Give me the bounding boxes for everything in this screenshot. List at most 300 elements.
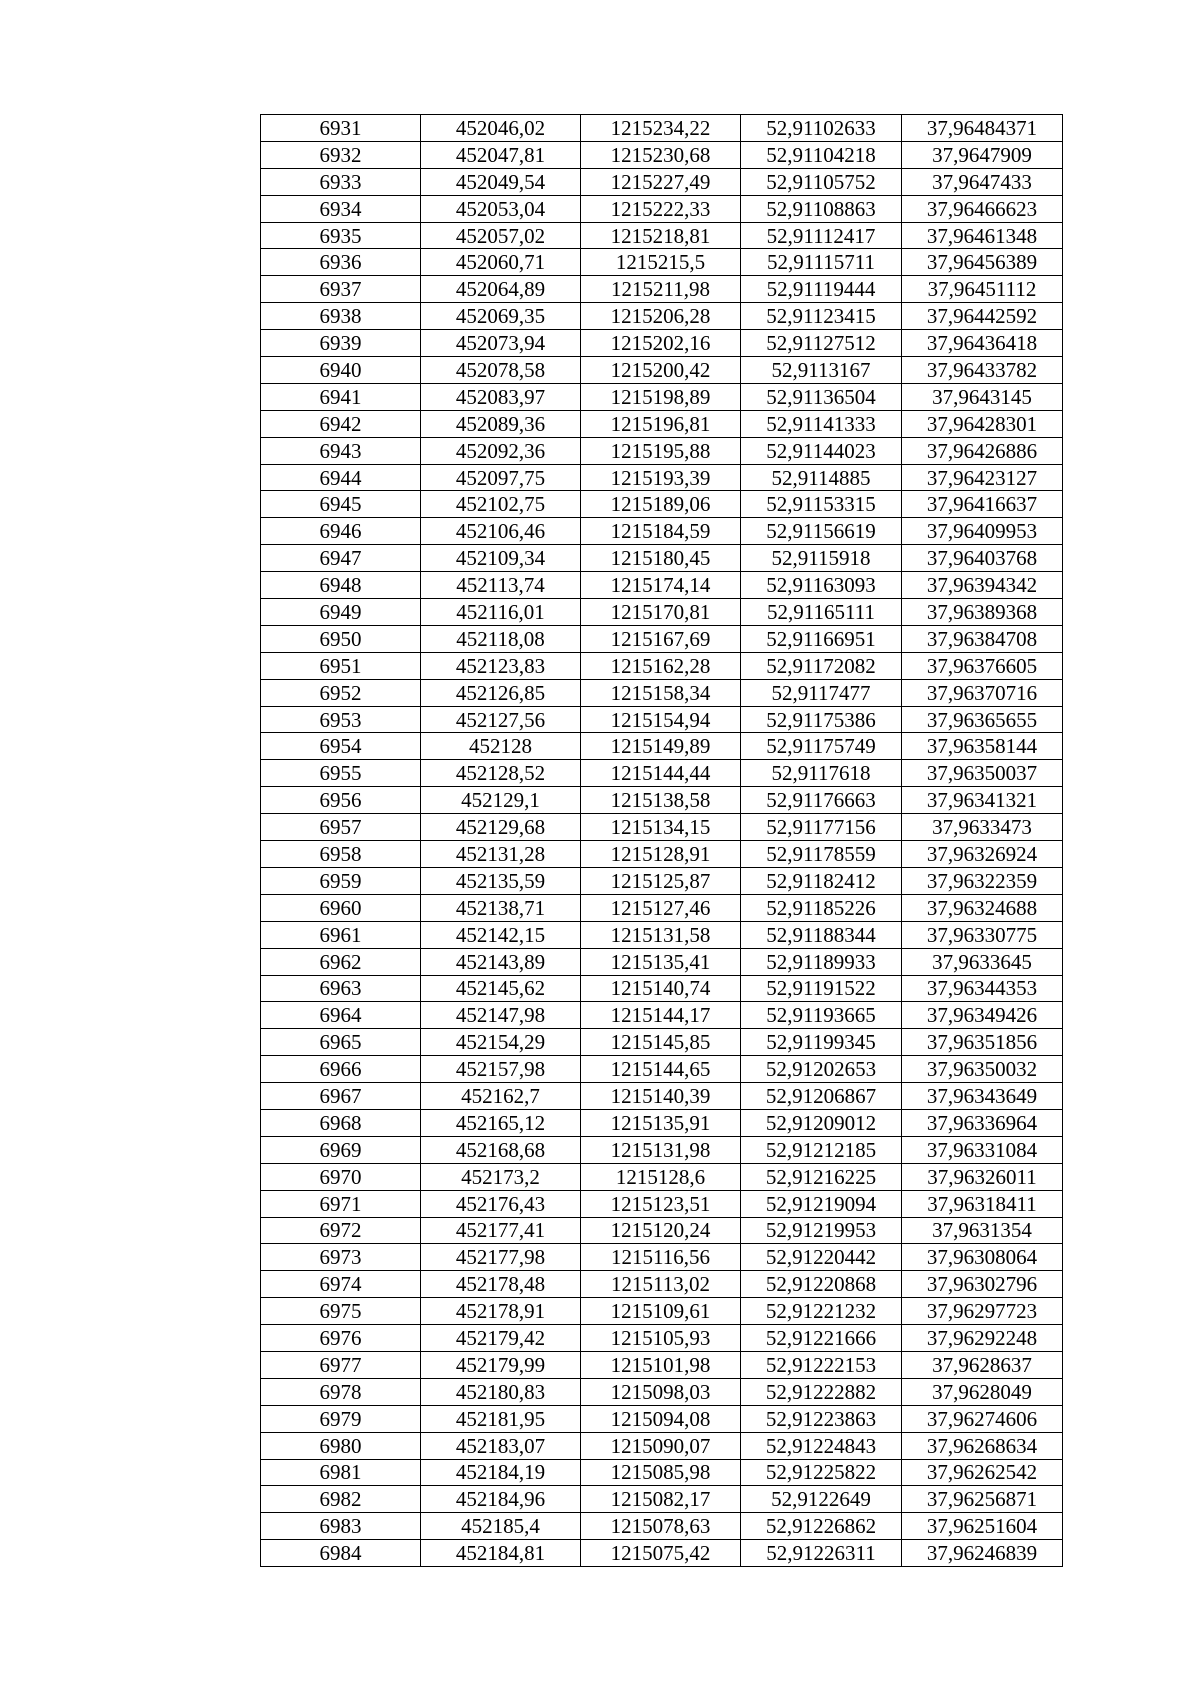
x-coordinate-cell: 452047,81 xyxy=(421,141,581,168)
point-number-cell: 6952 xyxy=(261,679,421,706)
longitude-cell: 37,96336964 xyxy=(902,1109,1063,1136)
x-coordinate-cell: 452185,4 xyxy=(421,1513,581,1540)
x-coordinate-cell: 452046,02 xyxy=(421,115,581,142)
x-coordinate-cell: 452173,2 xyxy=(421,1163,581,1190)
x-coordinate-cell: 452162,7 xyxy=(421,1083,581,1110)
x-coordinate-cell: 452116,01 xyxy=(421,599,581,626)
x-coordinate-cell: 452060,71 xyxy=(421,249,581,276)
point-number-cell: 6970 xyxy=(261,1163,421,1190)
latitude-cell: 52,91199345 xyxy=(741,1029,902,1056)
table-row xyxy=(261,168,1063,195)
point-number-cell: 6951 xyxy=(261,652,421,679)
x-coordinate-cell: 452138,71 xyxy=(421,894,581,921)
y-coordinate-cell: 1215113,02 xyxy=(581,1271,741,1298)
y-coordinate-cell: 1215189,06 xyxy=(581,491,741,518)
y-coordinate-cell: 1215145,85 xyxy=(581,1029,741,1056)
point-number-cell: 6981 xyxy=(261,1459,421,1486)
point-number-cell: 6931 xyxy=(261,115,421,142)
x-coordinate-cell: 452089,36 xyxy=(421,410,581,437)
latitude-cell: 52,91112417 xyxy=(741,222,902,249)
point-number-cell: 6974 xyxy=(261,1271,421,1298)
x-coordinate-cell: 452154,29 xyxy=(421,1029,581,1056)
table-row xyxy=(261,276,1063,303)
latitude-cell: 52,91225822 xyxy=(741,1459,902,1486)
longitude-cell: 37,96308064 xyxy=(902,1244,1063,1271)
y-coordinate-cell: 1215174,14 xyxy=(581,572,741,599)
table-row xyxy=(261,841,1063,868)
x-coordinate-cell: 452135,59 xyxy=(421,867,581,894)
y-coordinate-cell: 1215085,98 xyxy=(581,1459,741,1486)
longitude-cell: 37,96274606 xyxy=(902,1405,1063,1432)
table-row xyxy=(261,1486,1063,1513)
longitude-cell: 37,96358144 xyxy=(902,733,1063,760)
latitude-cell: 52,91141333 xyxy=(741,410,902,437)
x-coordinate-cell: 452078,58 xyxy=(421,357,581,384)
point-number-cell: 6966 xyxy=(261,1056,421,1083)
y-coordinate-cell: 1215075,42 xyxy=(581,1540,741,1567)
x-coordinate-cell: 452129,1 xyxy=(421,787,581,814)
point-number-cell: 6982 xyxy=(261,1486,421,1513)
table-row xyxy=(261,814,1063,841)
coordinates-table-body xyxy=(261,115,1063,1567)
point-number-cell: 6932 xyxy=(261,141,421,168)
longitude-cell: 37,96318411 xyxy=(902,1190,1063,1217)
x-coordinate-cell: 452184,81 xyxy=(421,1540,581,1567)
x-coordinate-cell: 452128,52 xyxy=(421,760,581,787)
y-coordinate-cell: 1215128,6 xyxy=(581,1163,741,1190)
x-coordinate-cell: 452069,35 xyxy=(421,303,581,330)
table-row xyxy=(261,383,1063,410)
table-row xyxy=(261,1378,1063,1405)
point-number-cell: 6963 xyxy=(261,975,421,1002)
x-coordinate-cell: 452178,48 xyxy=(421,1271,581,1298)
table-row xyxy=(261,1405,1063,1432)
table-row xyxy=(261,867,1063,894)
table-row xyxy=(261,760,1063,787)
point-number-cell: 6977 xyxy=(261,1351,421,1378)
point-number-cell: 6933 xyxy=(261,168,421,195)
longitude-cell: 37,96403768 xyxy=(902,545,1063,572)
x-coordinate-cell: 452180,83 xyxy=(421,1378,581,1405)
latitude-cell: 52,91175749 xyxy=(741,733,902,760)
longitude-cell: 37,96423127 xyxy=(902,464,1063,491)
table-row xyxy=(261,1029,1063,1056)
latitude-cell: 52,91193665 xyxy=(741,1002,902,1029)
table-row xyxy=(261,572,1063,599)
longitude-cell: 37,96451112 xyxy=(902,276,1063,303)
y-coordinate-cell: 1215202,16 xyxy=(581,330,741,357)
point-number-cell: 6938 xyxy=(261,303,421,330)
point-number-cell: 6959 xyxy=(261,867,421,894)
table-row xyxy=(261,1432,1063,1459)
longitude-cell: 37,96351856 xyxy=(902,1029,1063,1056)
y-coordinate-cell: 1215167,69 xyxy=(581,625,741,652)
longitude-cell: 37,9647433 xyxy=(902,168,1063,195)
latitude-cell: 52,91127512 xyxy=(741,330,902,357)
table-row xyxy=(261,491,1063,518)
y-coordinate-cell: 1215116,56 xyxy=(581,1244,741,1271)
table-row xyxy=(261,1056,1063,1083)
longitude-cell: 37,96297723 xyxy=(902,1298,1063,1325)
x-coordinate-cell: 452106,46 xyxy=(421,518,581,545)
x-coordinate-cell: 452123,83 xyxy=(421,652,581,679)
longitude-cell: 37,96344353 xyxy=(902,975,1063,1002)
latitude-cell: 52,91224843 xyxy=(741,1432,902,1459)
y-coordinate-cell: 1215215,5 xyxy=(581,249,741,276)
latitude-cell: 52,9114885 xyxy=(741,464,902,491)
point-number-cell: 6964 xyxy=(261,1002,421,1029)
y-coordinate-cell: 1215227,49 xyxy=(581,168,741,195)
y-coordinate-cell: 1215200,42 xyxy=(581,357,741,384)
table-row xyxy=(261,141,1063,168)
y-coordinate-cell: 1215078,63 xyxy=(581,1513,741,1540)
latitude-cell: 52,91220442 xyxy=(741,1244,902,1271)
y-coordinate-cell: 1215125,87 xyxy=(581,867,741,894)
x-coordinate-cell: 452057,02 xyxy=(421,222,581,249)
longitude-cell: 37,96436418 xyxy=(902,330,1063,357)
latitude-cell: 52,91172082 xyxy=(741,652,902,679)
longitude-cell: 37,96428301 xyxy=(902,410,1063,437)
y-coordinate-cell: 1215158,34 xyxy=(581,679,741,706)
table-row xyxy=(261,195,1063,222)
point-number-cell: 6978 xyxy=(261,1378,421,1405)
longitude-cell: 37,96433782 xyxy=(902,357,1063,384)
y-coordinate-cell: 1215140,39 xyxy=(581,1083,741,1110)
latitude-cell: 52,91144023 xyxy=(741,437,902,464)
longitude-cell: 37,96376605 xyxy=(902,652,1063,679)
y-coordinate-cell: 1215105,93 xyxy=(581,1325,741,1352)
point-number-cell: 6971 xyxy=(261,1190,421,1217)
table-row xyxy=(261,410,1063,437)
point-number-cell: 6958 xyxy=(261,841,421,868)
y-coordinate-cell: 1215218,81 xyxy=(581,222,741,249)
latitude-cell: 52,91163093 xyxy=(741,572,902,599)
latitude-cell: 52,91165111 xyxy=(741,599,902,626)
longitude-cell: 37,96426886 xyxy=(902,437,1063,464)
x-coordinate-cell: 452092,36 xyxy=(421,437,581,464)
latitude-cell: 52,91212185 xyxy=(741,1136,902,1163)
x-coordinate-cell: 452183,07 xyxy=(421,1432,581,1459)
point-number-cell: 6944 xyxy=(261,464,421,491)
table-row xyxy=(261,1002,1063,1029)
y-coordinate-cell: 1215098,03 xyxy=(581,1378,741,1405)
longitude-cell: 37,96370716 xyxy=(902,679,1063,706)
table-row xyxy=(261,222,1063,249)
latitude-cell: 52,91156619 xyxy=(741,518,902,545)
table-row xyxy=(261,1083,1063,1110)
longitude-cell: 37,96341321 xyxy=(902,787,1063,814)
table-row xyxy=(261,1163,1063,1190)
y-coordinate-cell: 1215082,17 xyxy=(581,1486,741,1513)
table-row xyxy=(261,545,1063,572)
point-number-cell: 6983 xyxy=(261,1513,421,1540)
latitude-cell: 52,91108863 xyxy=(741,195,902,222)
y-coordinate-cell: 1215211,98 xyxy=(581,276,741,303)
latitude-cell: 52,91209012 xyxy=(741,1109,902,1136)
y-coordinate-cell: 1215123,51 xyxy=(581,1190,741,1217)
point-number-cell: 6973 xyxy=(261,1244,421,1271)
longitude-cell: 37,96326924 xyxy=(902,841,1063,868)
longitude-cell: 37,96246839 xyxy=(902,1540,1063,1567)
point-number-cell: 6939 xyxy=(261,330,421,357)
latitude-cell: 52,91115711 xyxy=(741,249,902,276)
longitude-cell: 37,96262542 xyxy=(902,1459,1063,1486)
latitude-cell: 52,9122649 xyxy=(741,1486,902,1513)
longitude-cell: 37,96326011 xyxy=(902,1163,1063,1190)
point-number-cell: 6934 xyxy=(261,195,421,222)
longitude-cell: 37,9631354 xyxy=(902,1217,1063,1244)
point-number-cell: 6954 xyxy=(261,733,421,760)
table-row xyxy=(261,1351,1063,1378)
y-coordinate-cell: 1215138,58 xyxy=(581,787,741,814)
table-row xyxy=(261,330,1063,357)
table-row xyxy=(261,1513,1063,1540)
table-row xyxy=(261,1136,1063,1163)
latitude-cell: 52,91104218 xyxy=(741,141,902,168)
y-coordinate-cell: 1215131,98 xyxy=(581,1136,741,1163)
y-coordinate-cell: 1215135,91 xyxy=(581,1109,741,1136)
x-coordinate-cell: 452145,62 xyxy=(421,975,581,1002)
x-coordinate-cell: 452118,08 xyxy=(421,625,581,652)
y-coordinate-cell: 1215144,17 xyxy=(581,1002,741,1029)
x-coordinate-cell: 452177,41 xyxy=(421,1217,581,1244)
latitude-cell: 52,91223863 xyxy=(741,1405,902,1432)
point-number-cell: 6962 xyxy=(261,948,421,975)
latitude-cell: 52,91119444 xyxy=(741,276,902,303)
latitude-cell: 52,91136504 xyxy=(741,383,902,410)
table-row xyxy=(261,464,1063,491)
x-coordinate-cell: 452053,04 xyxy=(421,195,581,222)
y-coordinate-cell: 1215170,81 xyxy=(581,599,741,626)
point-number-cell: 6940 xyxy=(261,357,421,384)
latitude-cell: 52,9113167 xyxy=(741,357,902,384)
x-coordinate-cell: 452109,34 xyxy=(421,545,581,572)
table-row xyxy=(261,894,1063,921)
longitude-cell: 37,96466623 xyxy=(902,195,1063,222)
longitude-cell: 37,96324688 xyxy=(902,894,1063,921)
y-coordinate-cell: 1215140,74 xyxy=(581,975,741,1002)
point-number-cell: 6972 xyxy=(261,1217,421,1244)
y-coordinate-cell: 1215149,89 xyxy=(581,733,741,760)
y-coordinate-cell: 1215180,45 xyxy=(581,545,741,572)
x-coordinate-cell: 452157,98 xyxy=(421,1056,581,1083)
y-coordinate-cell: 1215162,28 xyxy=(581,652,741,679)
point-number-cell: 6965 xyxy=(261,1029,421,1056)
point-number-cell: 6937 xyxy=(261,276,421,303)
table-row xyxy=(261,115,1063,142)
table-row xyxy=(261,599,1063,626)
latitude-cell: 52,91219094 xyxy=(741,1190,902,1217)
y-coordinate-cell: 1215094,08 xyxy=(581,1405,741,1432)
y-coordinate-cell: 1215154,94 xyxy=(581,706,741,733)
table-row xyxy=(261,1244,1063,1271)
table-row xyxy=(261,1459,1063,1486)
x-coordinate-cell: 452181,95 xyxy=(421,1405,581,1432)
point-number-cell: 6960 xyxy=(261,894,421,921)
x-coordinate-cell: 452073,94 xyxy=(421,330,581,357)
table-row xyxy=(261,303,1063,330)
y-coordinate-cell: 1215134,15 xyxy=(581,814,741,841)
latitude-cell: 52,91220868 xyxy=(741,1271,902,1298)
latitude-cell: 52,9117618 xyxy=(741,760,902,787)
table-row xyxy=(261,787,1063,814)
table-row xyxy=(261,1271,1063,1298)
longitude-cell: 37,96268634 xyxy=(902,1432,1063,1459)
table-row xyxy=(261,518,1063,545)
x-coordinate-cell: 452083,97 xyxy=(421,383,581,410)
longitude-cell: 37,96350032 xyxy=(902,1056,1063,1083)
longitude-cell: 37,96343649 xyxy=(902,1083,1063,1110)
table-row xyxy=(261,948,1063,975)
latitude-cell: 52,91191522 xyxy=(741,975,902,1002)
table-row xyxy=(261,249,1063,276)
x-coordinate-cell: 452064,89 xyxy=(421,276,581,303)
point-number-cell: 6979 xyxy=(261,1405,421,1432)
y-coordinate-cell: 1215196,81 xyxy=(581,410,741,437)
latitude-cell: 52,91226862 xyxy=(741,1513,902,1540)
point-number-cell: 6935 xyxy=(261,222,421,249)
longitude-cell: 37,96461348 xyxy=(902,222,1063,249)
latitude-cell: 52,91123415 xyxy=(741,303,902,330)
longitude-cell: 37,96292248 xyxy=(902,1325,1063,1352)
x-coordinate-cell: 452131,28 xyxy=(421,841,581,868)
point-number-cell: 6941 xyxy=(261,383,421,410)
point-number-cell: 6967 xyxy=(261,1083,421,1110)
latitude-cell: 52,91153315 xyxy=(741,491,902,518)
longitude-cell: 37,9633645 xyxy=(902,948,1063,975)
x-coordinate-cell: 452179,42 xyxy=(421,1325,581,1352)
longitude-cell: 37,96331084 xyxy=(902,1136,1063,1163)
y-coordinate-cell: 1215184,59 xyxy=(581,518,741,545)
x-coordinate-cell: 452184,19 xyxy=(421,1459,581,1486)
x-coordinate-cell: 452176,43 xyxy=(421,1190,581,1217)
latitude-cell: 52,91202653 xyxy=(741,1056,902,1083)
x-coordinate-cell: 452184,96 xyxy=(421,1486,581,1513)
x-coordinate-cell: 452127,56 xyxy=(421,706,581,733)
point-number-cell: 6961 xyxy=(261,921,421,948)
longitude-cell: 37,9647909 xyxy=(902,141,1063,168)
latitude-cell: 52,91177156 xyxy=(741,814,902,841)
y-coordinate-cell: 1215230,68 xyxy=(581,141,741,168)
table-row xyxy=(261,706,1063,733)
latitude-cell: 52,91221232 xyxy=(741,1298,902,1325)
latitude-cell: 52,91185226 xyxy=(741,894,902,921)
x-coordinate-cell: 452102,75 xyxy=(421,491,581,518)
x-coordinate-cell: 452049,54 xyxy=(421,168,581,195)
y-coordinate-cell: 1215135,41 xyxy=(581,948,741,975)
point-number-cell: 6948 xyxy=(261,572,421,599)
x-coordinate-cell: 452113,74 xyxy=(421,572,581,599)
longitude-cell: 37,9628637 xyxy=(902,1351,1063,1378)
x-coordinate-cell: 452129,68 xyxy=(421,814,581,841)
x-coordinate-cell: 452178,91 xyxy=(421,1298,581,1325)
point-number-cell: 6968 xyxy=(261,1109,421,1136)
point-number-cell: 6945 xyxy=(261,491,421,518)
latitude-cell: 52,91175386 xyxy=(741,706,902,733)
table-row xyxy=(261,357,1063,384)
point-number-cell: 6949 xyxy=(261,599,421,626)
y-coordinate-cell: 1215101,98 xyxy=(581,1351,741,1378)
latitude-cell: 52,91221666 xyxy=(741,1325,902,1352)
x-coordinate-cell: 452128 xyxy=(421,733,581,760)
longitude-cell: 37,96322359 xyxy=(902,867,1063,894)
longitude-cell: 37,96256871 xyxy=(902,1486,1063,1513)
x-coordinate-cell: 452147,98 xyxy=(421,1002,581,1029)
longitude-cell: 37,9628049 xyxy=(902,1378,1063,1405)
longitude-cell: 37,96365655 xyxy=(902,706,1063,733)
latitude-cell: 52,91206867 xyxy=(741,1083,902,1110)
point-number-cell: 6976 xyxy=(261,1325,421,1352)
x-coordinate-cell: 452126,85 xyxy=(421,679,581,706)
x-coordinate-cell: 452142,15 xyxy=(421,921,581,948)
longitude-cell: 37,9633473 xyxy=(902,814,1063,841)
y-coordinate-cell: 1215234,22 xyxy=(581,115,741,142)
point-number-cell: 6947 xyxy=(261,545,421,572)
y-coordinate-cell: 1215128,91 xyxy=(581,841,741,868)
x-coordinate-cell: 452165,12 xyxy=(421,1109,581,1136)
longitude-cell: 37,96416637 xyxy=(902,491,1063,518)
x-coordinate-cell: 452143,89 xyxy=(421,948,581,975)
longitude-cell: 37,96456389 xyxy=(902,249,1063,276)
longitude-cell: 37,96442592 xyxy=(902,303,1063,330)
y-coordinate-cell: 1215193,39 xyxy=(581,464,741,491)
y-coordinate-cell: 1215144,44 xyxy=(581,760,741,787)
latitude-cell: 52,91219953 xyxy=(741,1217,902,1244)
point-number-cell: 6943 xyxy=(261,437,421,464)
longitude-cell: 37,96302796 xyxy=(902,1271,1063,1298)
y-coordinate-cell: 1215127,46 xyxy=(581,894,741,921)
table-row xyxy=(261,1109,1063,1136)
latitude-cell: 52,91222153 xyxy=(741,1351,902,1378)
latitude-cell: 52,9117477 xyxy=(741,679,902,706)
longitude-cell: 37,96384708 xyxy=(902,625,1063,652)
y-coordinate-cell: 1215206,28 xyxy=(581,303,741,330)
table-row xyxy=(261,1298,1063,1325)
longitude-cell: 37,96350037 xyxy=(902,760,1063,787)
x-coordinate-cell: 452177,98 xyxy=(421,1244,581,1271)
latitude-cell: 52,91182412 xyxy=(741,867,902,894)
latitude-cell: 52,91226311 xyxy=(741,1540,902,1567)
x-coordinate-cell: 452097,75 xyxy=(421,464,581,491)
table-row xyxy=(261,437,1063,464)
latitude-cell: 52,91105752 xyxy=(741,168,902,195)
longitude-cell: 37,96409953 xyxy=(902,518,1063,545)
longitude-cell: 37,96394342 xyxy=(902,572,1063,599)
table-row xyxy=(261,1540,1063,1567)
table-row xyxy=(261,625,1063,652)
longitude-cell: 37,96330775 xyxy=(902,921,1063,948)
y-coordinate-cell: 1215120,24 xyxy=(581,1217,741,1244)
table-row xyxy=(261,1325,1063,1352)
point-number-cell: 6969 xyxy=(261,1136,421,1163)
table-row xyxy=(261,1190,1063,1217)
y-coordinate-cell: 1215144,65 xyxy=(581,1056,741,1083)
latitude-cell: 52,91166951 xyxy=(741,625,902,652)
latitude-cell: 52,91216225 xyxy=(741,1163,902,1190)
point-number-cell: 6942 xyxy=(261,410,421,437)
latitude-cell: 52,91102633 xyxy=(741,115,902,142)
y-coordinate-cell: 1215131,58 xyxy=(581,921,741,948)
x-coordinate-cell: 452179,99 xyxy=(421,1351,581,1378)
longitude-cell: 37,96251604 xyxy=(902,1513,1063,1540)
latitude-cell: 52,91178559 xyxy=(741,841,902,868)
point-number-cell: 6955 xyxy=(261,760,421,787)
latitude-cell: 52,9115918 xyxy=(741,545,902,572)
point-number-cell: 6975 xyxy=(261,1298,421,1325)
point-number-cell: 6953 xyxy=(261,706,421,733)
longitude-cell: 37,96484371 xyxy=(902,115,1063,142)
table-row xyxy=(261,733,1063,760)
